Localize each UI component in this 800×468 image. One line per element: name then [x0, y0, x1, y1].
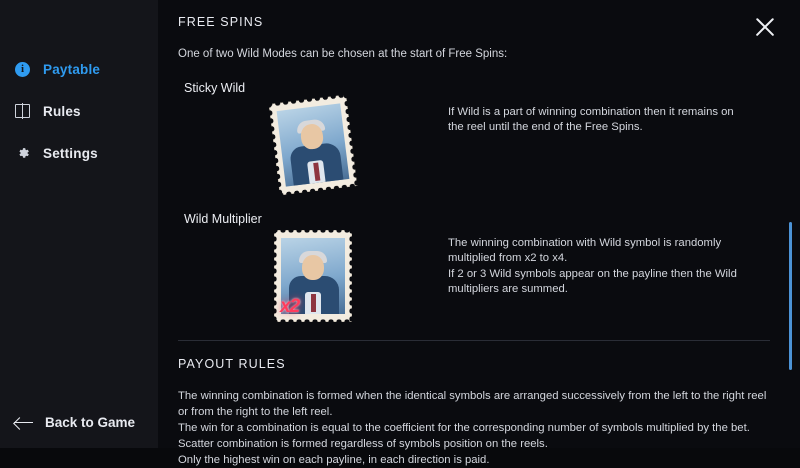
desc-line: The winning combination with Wild symbol is randomly — [448, 237, 722, 249]
close-icon[interactable] — [752, 14, 778, 40]
desc-line: the reel until the end of the Free Spins. — [448, 121, 643, 134]
payout-line: The win for a combination is equal to the coefficient for the corresponding number of symbols multiplied by the bet. — [178, 422, 750, 435]
payout-line: Only the highest win on each payline, in each direction is paid. — [178, 454, 490, 467]
mode-name-wild-multiplier: Wild Multiplier — [184, 212, 262, 226]
mode-block-sticky-wild — [178, 99, 770, 191]
desc-line: If 2 or 3 Wild symbols appear on the payline then the Wild — [448, 267, 737, 280]
payout-line: or from the right to the left reel. — [178, 406, 333, 419]
sidebar-item-settings[interactable] — [0, 132, 158, 174]
mode-description-wild-multiplier — [448, 230, 737, 297]
gear-icon — [14, 145, 31, 162]
section-title-payout-rules: PAYOUT RULES — [178, 357, 286, 371]
arrow-left-icon — [14, 416, 34, 430]
multiplier-badge: x2 — [280, 296, 300, 317]
sidebar — [0, 0, 158, 448]
mode-name-sticky-wild: Sticky Wild — [184, 81, 246, 95]
back-to-game-label: Back to Game — [45, 415, 136, 430]
desc-line: multipliers are summed. — [448, 282, 568, 295]
sidebar-nav — [0, 0, 158, 174]
desc-line: multiplied from x2 to x4. — [448, 252, 568, 265]
payout-line: The winning combination is formed when the identical symbols are arranged successively from the left to the right reel — [178, 390, 767, 402]
sticky-wild-symbol — [178, 99, 448, 191]
stamp-graphic — [274, 230, 352, 322]
sidebar-item-label: Settings — [43, 145, 98, 161]
main-panel — [158, 0, 800, 467]
section-title-free-spins: FREE SPINS — [178, 15, 264, 29]
payout-line: Scatter combination is formed regardless of symbols position on the reels. — [178, 438, 548, 451]
mode-block-wild-multiplier — [178, 230, 770, 322]
wild-multiplier-symbol — [178, 230, 448, 322]
sidebar-item-paytable[interactable] — [0, 48, 158, 90]
back-to-game-button[interactable] — [14, 415, 135, 430]
info-icon: i — [14, 61, 31, 78]
book-icon — [14, 103, 31, 120]
section-divider — [178, 340, 770, 341]
character-illustration — [277, 103, 350, 186]
sidebar-item-rules[interactable] — [0, 90, 158, 132]
free-spins-intro: One of two Wild Modes can be chosen at the start of Free Spins: — [178, 48, 508, 60]
desc-line: If Wild is a part of winning combination then it remains on — [448, 106, 734, 118]
sidebar-item-label: Paytable — [43, 61, 101, 77]
scrollbar-thumb[interactable] — [789, 222, 792, 370]
sidebar-item-label: Rules — [43, 103, 81, 119]
mode-description-sticky-wild — [448, 99, 734, 136]
payout-rules-text — [178, 388, 770, 468]
paytable-content — [158, 0, 800, 467]
stamp-graphic — [269, 95, 358, 196]
